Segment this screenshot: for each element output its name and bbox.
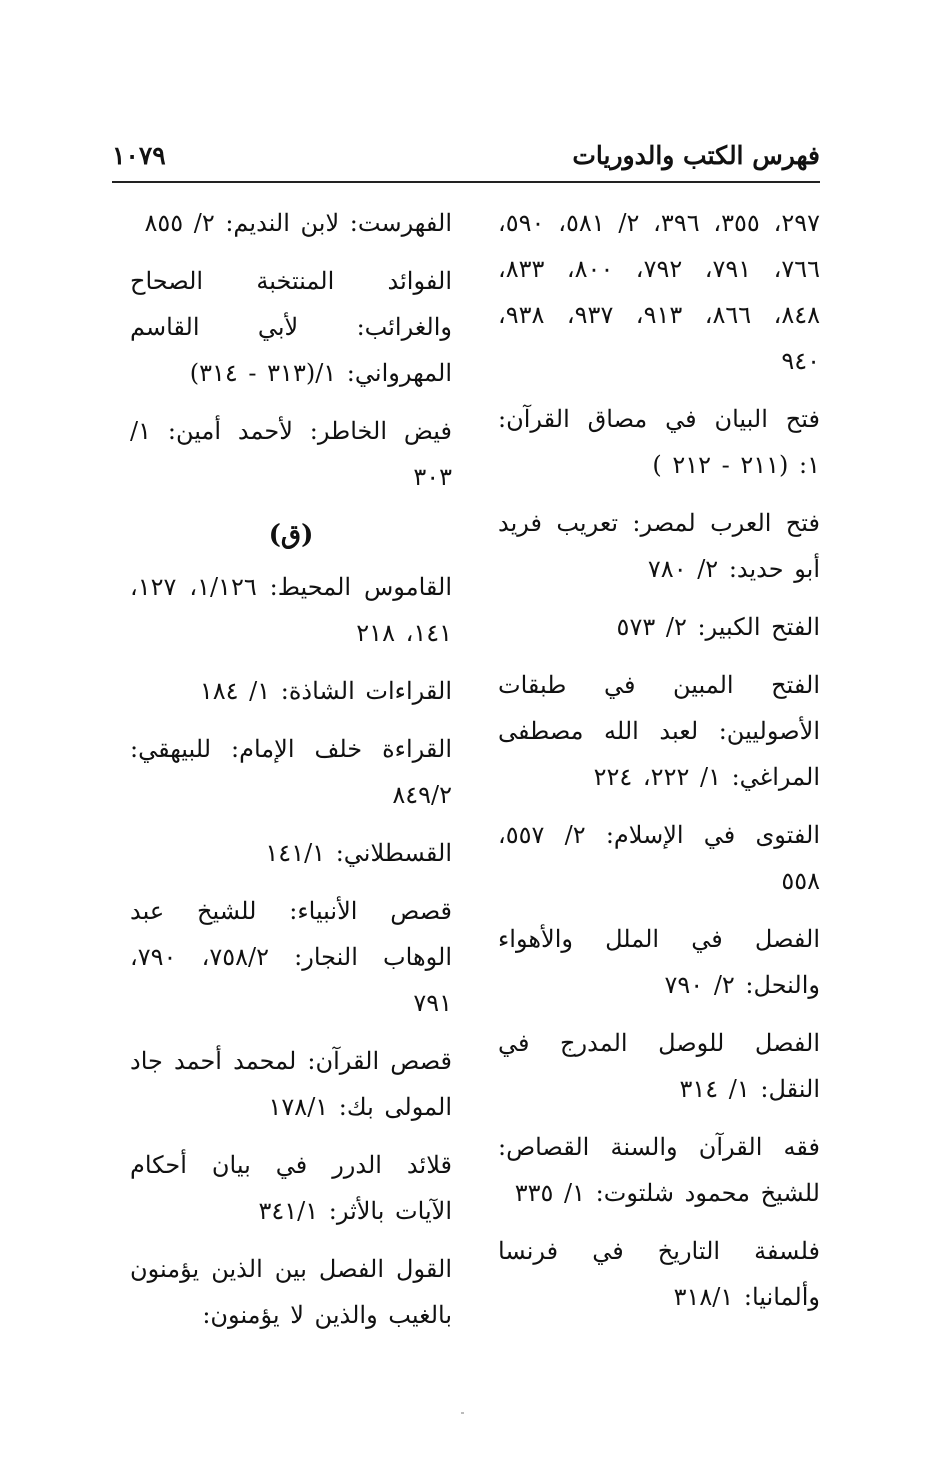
index-entry: الفتح المبين في طبقات الأصوليين: لعبد الله مصطفى المراغي: ١/ ٢٢٢، ٢٢٤ <box>498 671 820 791</box>
index-entry: قلائد الدرر في بيان أحكام الآيات بالأثر: ٣٤١/١ <box>130 1151 452 1225</box>
section-letter-heading: (ق) <box>268 520 314 550</box>
running-header-title: فهرس الكتب والدوريات <box>572 141 820 170</box>
index-entry: القول الفصل بين الذين يؤمنون بالغيب والذين لا يؤمنون: <box>130 1255 452 1329</box>
page-number: ١٠٧٩ <box>112 141 166 170</box>
index-entry: الفتوى في الإسلام: ٢/ ٥٥٧، ٥٥٨ <box>498 821 820 895</box>
right-column <box>498 200 820 1332</box>
index-entry: الفصل للوصل المدرج في النقل: ١/ ٣١٤ <box>498 1029 820 1103</box>
index-entry: قصص الأنبياء: للشيخ عبد الوهاب النجار: ٧٥٨/٢، ٧٩٠، ٧٩١ <box>130 897 452 1017</box>
index-entry: الفوائد المنتخبة الصحاح والغرائب: لأبي القاسم المهرواني: ١/(٣١٣ - ٣١٤) <box>130 267 452 387</box>
index-entry: فيض الخاطر: لأحمد أمين: ١/ ٣٠٣ <box>130 417 452 491</box>
index-entry: القسطلاني: ١٤١/١ <box>265 839 452 867</box>
page-header <box>112 138 820 180</box>
left-column <box>130 200 452 1350</box>
index-entry: ٢٩٧، ٣٥٥، ٣٩٦، ٢/ ٥٨١، ٥٩٠، ٧٦٦، ٧٩١، ٧٩٢، ٨٠٠، ٨٣٣، ٨٤٨، ٨٦٦، ٩١٣، ٩٣٧، ٩٣٨، ٩٤٠ <box>498 209 821 375</box>
index-entry: القاموس المحيط: ١/١٢٦، ١٢٧، ١٤١، ٢١٨ <box>130 573 452 647</box>
index-entry: قصص القرآن: لمحمد أحمد جاد المولى بك: ١٧٨/١ <box>130 1047 452 1121</box>
index-entry: القراءة خلف الإمام: للبيهقي: ٨٤٩/٢ <box>130 735 452 809</box>
header-rule <box>112 181 820 183</box>
index-entry: فتح البيان في مصاق القرآن: ١: (٢١١ - ٢١٢ ) <box>498 405 820 479</box>
index-entry: القراءات الشاذة: ١/ ١٨٤ <box>199 677 452 705</box>
index-entry: فتح العرب لمصر: تعريب فريد أبو حديد: ٢/ ٧٨٠ <box>498 509 820 583</box>
index-entry: فقه القرآن والسنة القصاص: للشيخ محمود شلتوت: ١/ ٣٣٥ <box>498 1133 820 1207</box>
scan-speck <box>461 1412 464 1414</box>
index-entry: فلسفة التاريخ في فرنسا وألمانيا: ٣١٨/١ <box>498 1237 820 1311</box>
index-entry: الفصل في الملل والأهواء والنحل: ٢/ ٧٩٠ <box>498 925 820 999</box>
index-entry: الفتح الكبير: ٢/ ٥٧٣ <box>616 613 820 641</box>
index-entry: الفهرست: لابن النديم: ٢/ ٨٥٥ <box>144 209 452 237</box>
